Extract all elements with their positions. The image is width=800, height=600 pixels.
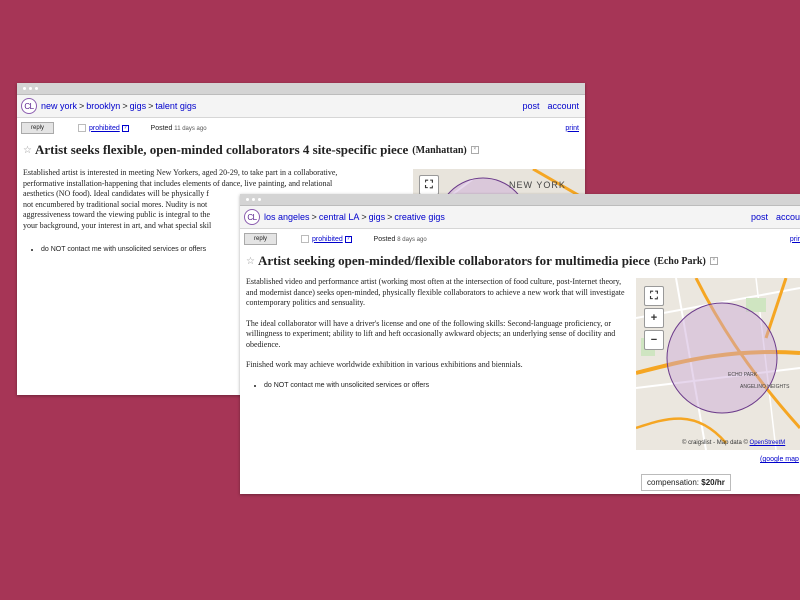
prohibited-link[interactable]: prohibited [312,235,343,243]
la-map[interactable] [636,278,800,450]
breadcrumb-section[interactable]: gigs [129,101,147,111]
fullscreen-icon[interactable]: ⛶ [419,175,439,195]
action-bar [240,229,800,249]
account-link[interactable]: account [547,101,579,111]
help-icon[interactable]: ? [346,235,350,242]
window-titlebar [240,194,800,206]
google-map-link[interactable]: (google map [760,456,799,463]
posting-location: (Echo Park) [653,255,706,267]
body-paragraph: Finished work may achieve worldwide exhibition in various exhibitions and biennials. [246,360,523,369]
breadcrumb-city[interactable]: los angeles [264,212,310,222]
openstreetmap-link[interactable]: OpenStreetM [749,440,786,446]
posting-body: Established artist is interested in meeting New Yorkers, aged 20-29, to take part in a collaborative, performative installation-happening that includes elements of dance, live painting, and relational aesthetics (NO food). Ideal candidates will be physically f not encumbered by traditional social mores. Nudity is not aggressiveness toward the viewing public is integral to the your background, your interest in art, and what special skil • do NOT contact me with unsolicited services or offers [17,160,585,256]
prohibited-link[interactable]: prohibited [89,124,120,132]
print-link[interactable]: prir [789,235,800,243]
breadcrumb-category[interactable]: talent gigs [155,101,197,111]
help-icon[interactable]: ? [123,124,127,131]
posting-title: ☆ Artist seeks flexible, open-minded collaborators 4 site-specific piece (Manhattan) × [17,138,585,160]
breadcrumb-area[interactable]: brooklyn [86,101,121,111]
breadcrumb-city[interactable]: new york [41,101,78,111]
account-link[interactable]: accou [775,212,800,222]
compensation-box: compensation: $20/hr [641,474,731,491]
map-label: NEW YORK [509,180,566,190]
hide-icon[interactable]: × [471,146,479,154]
reply-button[interactable]: reply [244,233,277,245]
action-bar [17,118,585,138]
posted-time: 8 days ago [397,236,427,243]
zoom-in-icon[interactable]: + [644,308,664,328]
notice-item: • do NOT contact me with unsolicited services or offers [264,381,628,392]
map-neighborhood-label: ANGELINO HEIGHTS [740,384,790,390]
posting-body [240,271,634,391]
post-link[interactable]: post [750,212,768,222]
craigslist-logo[interactable]: CL [21,98,37,114]
posted-info: Posted 11 days ago [150,124,207,132]
breadcrumb-area[interactable]: central LA [318,212,360,222]
body-paragraph: Established video and performance artist (working most often at the intersection of food culture, post-Internet theory, and modernist dance) seeks open-minded, physically flexible collaborators to achieve a new work that will investigate contemporary politics and sensuality. [246,277,625,307]
craigslist-logo[interactable]: CL [244,209,260,225]
breadcrumb-category[interactable]: creative gigs [394,212,445,222]
notice-item: • do NOT contact me with unsolicited services or offers [41,245,579,256]
reply-button[interactable]: reply [21,122,54,134]
print-link[interactable]: print [565,124,579,132]
favorite-star-icon[interactable]: ☆ [23,144,32,156]
breadcrumb-section[interactable]: gigs [368,212,386,222]
zoom-out-icon[interactable]: − [644,330,664,350]
header-bar: CL new york > brooklyn > gigs > talent gigs post account [17,95,585,118]
compensation-value: $20/hr [701,478,725,487]
fullscreen-icon[interactable]: ⛶ [644,286,664,306]
window-titlebar [17,83,585,95]
body-paragraph: The ideal collaborator will have a driver's license and one of the following skills: Second-language proficiency, or willingness to experiment; ability to lift and heft occasionally awkward objects; an underlying sense of docility and obedience. [246,318,616,349]
posting-title: ☆ Artist seeking open-minded/flexible collaborators for multimedia piece (Echo Park) × [240,249,800,271]
map-attribution: © craigslist - Map data © OpenStreetM [682,440,786,446]
posted-time: 11 days ago [174,125,207,132]
la-posting-window [240,194,800,494]
favorite-star-icon[interactable]: ☆ [246,255,255,267]
post-link[interactable]: post [522,101,540,111]
prohibited-checkbox[interactable] [301,235,309,243]
hide-icon[interactable]: × [710,257,718,265]
posted-info: Posted 8 days ago [373,235,427,243]
prohibited-checkbox[interactable] [78,124,86,132]
map-area-label: ECHO PARK [728,372,758,378]
posting-location: (Manhattan) [412,144,467,156]
header-bar: CL los angeles > central LA > gigs > creative gigs post accou [240,206,800,229]
